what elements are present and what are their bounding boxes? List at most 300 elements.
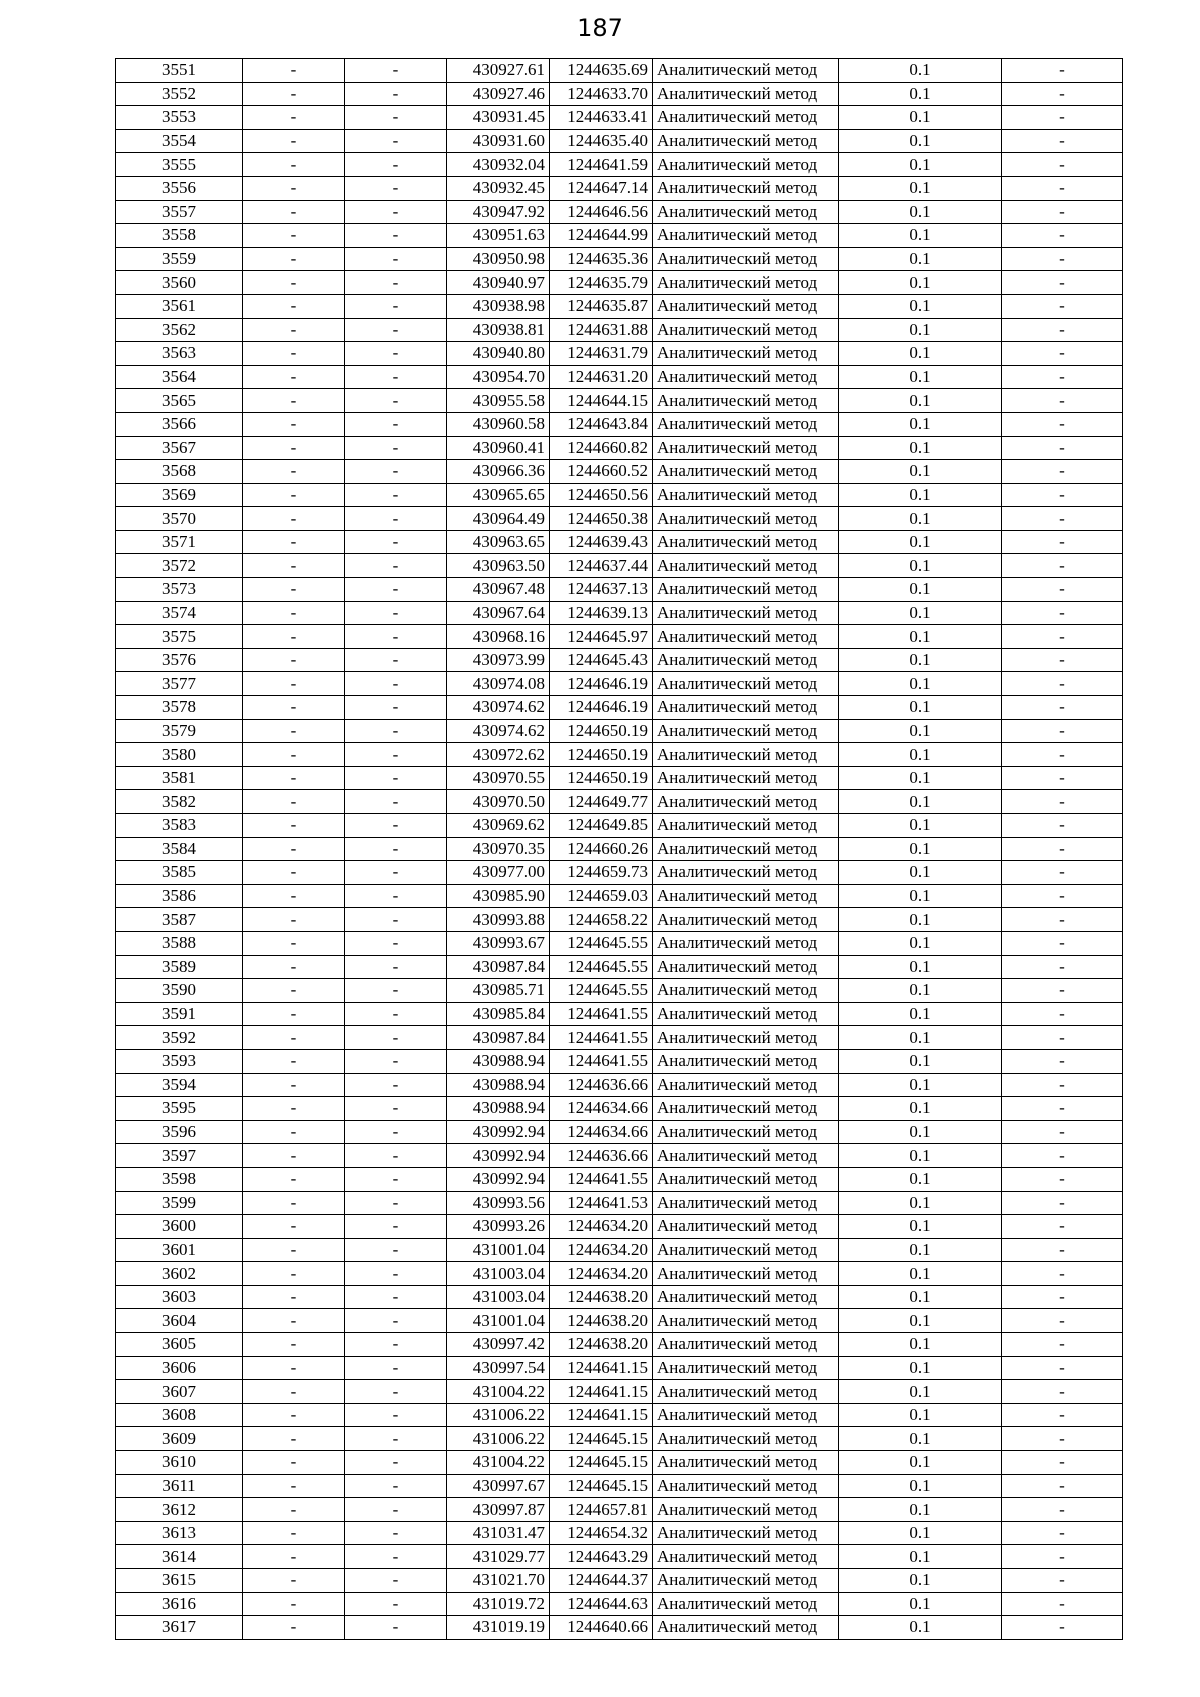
description-cell: - — [1002, 460, 1123, 484]
accuracy-cell: 0.1 — [839, 200, 1002, 224]
method-cell: Аналитический метод — [653, 1120, 839, 1144]
table-row — [116, 719, 1123, 743]
dash-cell: - — [345, 59, 447, 83]
accuracy-cell: 0.1 — [839, 1309, 1002, 1333]
table-row — [116, 884, 1123, 908]
accuracy-cell: 0.1 — [839, 837, 1002, 861]
dash-cell: - — [345, 1474, 447, 1498]
y-coordinate-cell: 1244644.37 — [550, 1569, 653, 1593]
method-cell: Аналитический метод — [653, 294, 839, 318]
accuracy-cell: 0.1 — [839, 955, 1002, 979]
y-coordinate-cell: 1244650.38 — [550, 507, 653, 531]
dash-cell: - — [243, 1380, 345, 1404]
dash-cell: - — [345, 908, 447, 932]
accuracy-cell: 0.1 — [839, 1073, 1002, 1097]
description-cell: - — [1002, 696, 1123, 720]
dash-cell: - — [243, 1262, 345, 1286]
description-cell: - — [1002, 1285, 1123, 1309]
dash-cell: - — [345, 1521, 447, 1545]
point-number-cell: 3566 — [116, 412, 243, 436]
y-coordinate-cell: 1244641.59 — [550, 153, 653, 177]
dash-cell: - — [345, 82, 447, 106]
description-cell: - — [1002, 1073, 1123, 1097]
point-number-cell: 3560 — [116, 271, 243, 295]
dash-cell: - — [243, 908, 345, 932]
table-row — [116, 743, 1123, 767]
y-coordinate-cell: 1244644.63 — [550, 1592, 653, 1616]
method-cell: Аналитический метод — [653, 955, 839, 979]
method-cell: Аналитический метод — [653, 224, 839, 248]
description-cell: - — [1002, 483, 1123, 507]
dash-cell: - — [345, 1073, 447, 1097]
table-row — [116, 389, 1123, 413]
point-number-cell: 3610 — [116, 1451, 243, 1475]
dash-cell: - — [243, 1073, 345, 1097]
x-coordinate-cell: 430973.99 — [447, 648, 550, 672]
dash-cell: - — [243, 1569, 345, 1593]
accuracy-cell: 0.1 — [839, 460, 1002, 484]
y-coordinate-cell: 1244644.15 — [550, 389, 653, 413]
table-row — [116, 153, 1123, 177]
dash-cell: - — [243, 1427, 345, 1451]
accuracy-cell: 0.1 — [839, 530, 1002, 554]
dash-cell: - — [345, 625, 447, 649]
x-coordinate-cell: 430997.67 — [447, 1474, 550, 1498]
description-cell: - — [1002, 1451, 1123, 1475]
description-cell: - — [1002, 1238, 1123, 1262]
table-row — [116, 294, 1123, 318]
description-cell: - — [1002, 837, 1123, 861]
method-cell: Аналитический метод — [653, 931, 839, 955]
description-cell: - — [1002, 743, 1123, 767]
y-coordinate-cell: 1244646.19 — [550, 696, 653, 720]
table-row — [116, 1569, 1123, 1593]
point-number-cell: 3608 — [116, 1403, 243, 1427]
x-coordinate-cell: 430985.90 — [447, 884, 550, 908]
x-coordinate-cell: 430931.45 — [447, 106, 550, 130]
x-coordinate-cell: 430972.62 — [447, 743, 550, 767]
dash-cell: - — [243, 412, 345, 436]
table-row — [116, 224, 1123, 248]
method-cell: Аналитический метод — [653, 861, 839, 885]
point-number-cell: 3594 — [116, 1073, 243, 1097]
x-coordinate-cell: 431006.22 — [447, 1403, 550, 1427]
dash-cell: - — [243, 578, 345, 602]
y-coordinate-cell: 1244631.79 — [550, 342, 653, 366]
y-coordinate-cell: 1244640.66 — [550, 1616, 653, 1640]
table-row — [116, 436, 1123, 460]
method-cell: Аналитический метод — [653, 412, 839, 436]
y-coordinate-cell: 1244633.41 — [550, 106, 653, 130]
x-coordinate-cell: 430932.04 — [447, 153, 550, 177]
accuracy-cell: 0.1 — [839, 1403, 1002, 1427]
x-coordinate-cell: 430963.50 — [447, 554, 550, 578]
point-number-cell: 3577 — [116, 672, 243, 696]
y-coordinate-cell: 1244645.97 — [550, 625, 653, 649]
method-cell: Аналитический метод — [653, 153, 839, 177]
table-row — [116, 365, 1123, 389]
point-number-cell: 3552 — [116, 82, 243, 106]
table-row — [116, 1215, 1123, 1239]
accuracy-cell: 0.1 — [839, 82, 1002, 106]
dash-cell: - — [345, 1380, 447, 1404]
y-coordinate-cell: 1244634.66 — [550, 1097, 653, 1121]
accuracy-cell: 0.1 — [839, 365, 1002, 389]
point-number-cell: 3588 — [116, 931, 243, 955]
dash-cell: - — [345, 1049, 447, 1073]
dash-cell: - — [243, 931, 345, 955]
point-number-cell: 3596 — [116, 1120, 243, 1144]
description-cell: - — [1002, 1521, 1123, 1545]
x-coordinate-cell: 430969.62 — [447, 814, 550, 838]
point-number-cell: 3559 — [116, 247, 243, 271]
y-coordinate-cell: 1244645.55 — [550, 931, 653, 955]
x-coordinate-cell: 430993.26 — [447, 1215, 550, 1239]
dash-cell: - — [243, 861, 345, 885]
table-row — [116, 861, 1123, 885]
table-row — [116, 625, 1123, 649]
accuracy-cell: 0.1 — [839, 1356, 1002, 1380]
x-coordinate-cell: 430993.88 — [447, 908, 550, 932]
dash-cell: - — [345, 460, 447, 484]
accuracy-cell: 0.1 — [839, 59, 1002, 83]
point-number-cell: 3593 — [116, 1049, 243, 1073]
method-cell: Аналитический метод — [653, 318, 839, 342]
x-coordinate-cell: 430964.49 — [447, 507, 550, 531]
dash-cell: - — [345, 955, 447, 979]
x-coordinate-cell: 430993.56 — [447, 1191, 550, 1215]
accuracy-cell: 0.1 — [839, 389, 1002, 413]
y-coordinate-cell: 1244641.55 — [550, 1026, 653, 1050]
dash-cell: - — [345, 1191, 447, 1215]
dash-cell: - — [345, 1238, 447, 1262]
dash-cell: - — [345, 342, 447, 366]
dash-cell: - — [345, 1262, 447, 1286]
description-cell: - — [1002, 884, 1123, 908]
dash-cell: - — [243, 814, 345, 838]
y-coordinate-cell: 1244636.66 — [550, 1073, 653, 1097]
table-row — [116, 1144, 1123, 1168]
accuracy-cell: 0.1 — [839, 412, 1002, 436]
x-coordinate-cell: 430997.42 — [447, 1333, 550, 1357]
y-coordinate-cell: 1244636.66 — [550, 1144, 653, 1168]
dash-cell: - — [243, 554, 345, 578]
x-coordinate-cell: 430970.55 — [447, 766, 550, 790]
dash-cell: - — [345, 1616, 447, 1640]
x-coordinate-cell: 430960.41 — [447, 436, 550, 460]
point-number-cell: 3600 — [116, 1215, 243, 1239]
method-cell: Аналитический метод — [653, 1049, 839, 1073]
y-coordinate-cell: 1244635.36 — [550, 247, 653, 271]
accuracy-cell: 0.1 — [839, 1215, 1002, 1239]
dash-cell: - — [243, 1356, 345, 1380]
dash-cell: - — [345, 365, 447, 389]
method-cell: Аналитический метод — [653, 601, 839, 625]
y-coordinate-cell: 1244646.19 — [550, 672, 653, 696]
accuracy-cell: 0.1 — [839, 1616, 1002, 1640]
dash-cell: - — [243, 530, 345, 554]
method-cell: Аналитический метод — [653, 436, 839, 460]
y-coordinate-cell: 1244650.56 — [550, 483, 653, 507]
description-cell: - — [1002, 200, 1123, 224]
accuracy-cell: 0.1 — [839, 1380, 1002, 1404]
dash-cell: - — [243, 790, 345, 814]
description-cell: - — [1002, 1545, 1123, 1569]
y-coordinate-cell: 1244659.03 — [550, 884, 653, 908]
dash-cell: - — [243, 648, 345, 672]
point-number-cell: 3605 — [116, 1333, 243, 1357]
y-coordinate-cell: 1244658.22 — [550, 908, 653, 932]
dash-cell: - — [345, 837, 447, 861]
point-number-cell: 3565 — [116, 389, 243, 413]
accuracy-cell: 0.1 — [839, 908, 1002, 932]
dash-cell: - — [243, 625, 345, 649]
accuracy-cell: 0.1 — [839, 1144, 1002, 1168]
point-number-cell: 3579 — [116, 719, 243, 743]
point-number-cell: 3567 — [116, 436, 243, 460]
method-cell: Аналитический метод — [653, 1356, 839, 1380]
y-coordinate-cell: 1244650.19 — [550, 766, 653, 790]
method-cell: Аналитический метод — [653, 979, 839, 1003]
y-coordinate-cell: 1244639.43 — [550, 530, 653, 554]
table-row — [116, 908, 1123, 932]
accuracy-cell: 0.1 — [839, 790, 1002, 814]
y-coordinate-cell: 1244649.85 — [550, 814, 653, 838]
description-cell: - — [1002, 318, 1123, 342]
dash-cell: - — [345, 1167, 447, 1191]
y-coordinate-cell: 1244650.19 — [550, 743, 653, 767]
table-row — [116, 271, 1123, 295]
description-cell: - — [1002, 271, 1123, 295]
dash-cell: - — [345, 931, 447, 955]
description-cell: - — [1002, 129, 1123, 153]
dash-cell: - — [243, 318, 345, 342]
x-coordinate-cell: 430992.94 — [447, 1167, 550, 1191]
x-coordinate-cell: 430967.64 — [447, 601, 550, 625]
description-cell: - — [1002, 82, 1123, 106]
point-number-cell: 3554 — [116, 129, 243, 153]
description-cell: - — [1002, 1167, 1123, 1191]
table-row — [116, 129, 1123, 153]
point-number-cell: 3564 — [116, 365, 243, 389]
dash-cell: - — [345, 578, 447, 602]
point-number-cell: 3592 — [116, 1026, 243, 1050]
dash-cell: - — [243, 1026, 345, 1050]
dash-cell: - — [345, 1097, 447, 1121]
x-coordinate-cell: 430974.62 — [447, 719, 550, 743]
y-coordinate-cell: 1244635.87 — [550, 294, 653, 318]
dash-cell: - — [345, 1451, 447, 1475]
method-cell: Аналитический метод — [653, 1073, 839, 1097]
x-coordinate-cell: 430974.62 — [447, 696, 550, 720]
description-cell: - — [1002, 1191, 1123, 1215]
x-coordinate-cell: 430954.70 — [447, 365, 550, 389]
accuracy-cell: 0.1 — [839, 884, 1002, 908]
dash-cell: - — [243, 672, 345, 696]
x-coordinate-cell: 430932.45 — [447, 176, 550, 200]
point-number-cell: 3598 — [116, 1167, 243, 1191]
accuracy-cell: 0.1 — [839, 1592, 1002, 1616]
y-coordinate-cell: 1244634.20 — [550, 1238, 653, 1262]
dash-cell: - — [345, 1144, 447, 1168]
table-row — [116, 1073, 1123, 1097]
description-cell: - — [1002, 861, 1123, 885]
table-row — [116, 1333, 1123, 1357]
dash-cell: - — [345, 1120, 447, 1144]
y-coordinate-cell: 1244633.70 — [550, 82, 653, 106]
y-coordinate-cell: 1244638.20 — [550, 1285, 653, 1309]
method-cell: Аналитический метод — [653, 719, 839, 743]
point-number-cell: 3573 — [116, 578, 243, 602]
description-cell: - — [1002, 601, 1123, 625]
x-coordinate-cell: 430988.94 — [447, 1049, 550, 1073]
point-number-cell: 3556 — [116, 176, 243, 200]
table-row — [116, 1262, 1123, 1286]
method-cell: Аналитический метод — [653, 1026, 839, 1050]
method-cell: Аналитический метод — [653, 129, 839, 153]
table-row — [116, 1474, 1123, 1498]
dash-cell: - — [243, 1498, 345, 1522]
x-coordinate-cell: 430993.67 — [447, 931, 550, 955]
description-cell: - — [1002, 389, 1123, 413]
dash-cell: - — [345, 979, 447, 1003]
method-cell: Аналитический метод — [653, 1144, 839, 1168]
description-cell: - — [1002, 247, 1123, 271]
dash-cell: - — [345, 1002, 447, 1026]
dash-cell: - — [243, 743, 345, 767]
x-coordinate-cell: 430970.35 — [447, 837, 550, 861]
dash-cell: - — [345, 294, 447, 318]
accuracy-cell: 0.1 — [839, 625, 1002, 649]
dash-cell: - — [243, 106, 345, 130]
table-row — [116, 814, 1123, 838]
method-cell: Аналитический метод — [653, 200, 839, 224]
method-cell: Аналитический метод — [653, 1616, 839, 1640]
accuracy-cell: 0.1 — [839, 106, 1002, 130]
table-row — [116, 1592, 1123, 1616]
dash-cell: - — [345, 436, 447, 460]
accuracy-cell: 0.1 — [839, 294, 1002, 318]
method-cell: Аналитический метод — [653, 1592, 839, 1616]
accuracy-cell: 0.1 — [839, 176, 1002, 200]
description-cell: - — [1002, 412, 1123, 436]
dash-cell: - — [345, 176, 447, 200]
point-number-cell: 3586 — [116, 884, 243, 908]
table-body — [116, 59, 1123, 1640]
description-cell: - — [1002, 648, 1123, 672]
table-row — [116, 176, 1123, 200]
point-number-cell: 3617 — [116, 1616, 243, 1640]
method-cell: Аналитический метод — [653, 1167, 839, 1191]
x-coordinate-cell: 430960.58 — [447, 412, 550, 436]
method-cell: Аналитический метод — [653, 1521, 839, 1545]
table-row — [116, 790, 1123, 814]
method-cell: Аналитический метод — [653, 460, 839, 484]
description-cell: - — [1002, 507, 1123, 531]
point-number-cell: 3597 — [116, 1144, 243, 1168]
dash-cell: - — [345, 224, 447, 248]
dash-cell: - — [243, 1191, 345, 1215]
y-coordinate-cell: 1244645.15 — [550, 1427, 653, 1451]
method-cell: Аналитический метод — [653, 790, 839, 814]
point-number-cell: 3599 — [116, 1191, 243, 1215]
y-coordinate-cell: 1244650.19 — [550, 719, 653, 743]
x-coordinate-cell: 431019.72 — [447, 1592, 550, 1616]
dash-cell: - — [243, 294, 345, 318]
dash-cell: - — [345, 766, 447, 790]
method-cell: Аналитический метод — [653, 1380, 839, 1404]
dash-cell: - — [345, 814, 447, 838]
dash-cell: - — [345, 672, 447, 696]
dash-cell: - — [345, 318, 447, 342]
dash-cell: - — [345, 1545, 447, 1569]
x-coordinate-cell: 430951.63 — [447, 224, 550, 248]
method-cell: Аналитический метод — [653, 578, 839, 602]
dash-cell: - — [345, 129, 447, 153]
y-coordinate-cell: 1244660.82 — [550, 436, 653, 460]
accuracy-cell: 0.1 — [839, 672, 1002, 696]
method-cell: Аналитический метод — [653, 365, 839, 389]
y-coordinate-cell: 1244641.55 — [550, 1002, 653, 1026]
dash-cell: - — [243, 1120, 345, 1144]
point-number-cell: 3574 — [116, 601, 243, 625]
table-row — [116, 1238, 1123, 1262]
x-coordinate-cell: 430965.65 — [447, 483, 550, 507]
table-row — [116, 1451, 1123, 1475]
dash-cell: - — [243, 365, 345, 389]
dash-cell: - — [345, 412, 447, 436]
description-cell: - — [1002, 719, 1123, 743]
dash-cell: - — [243, 247, 345, 271]
dash-cell: - — [345, 247, 447, 271]
x-coordinate-cell: 430988.94 — [447, 1097, 550, 1121]
table-row — [116, 1049, 1123, 1073]
point-number-cell: 3582 — [116, 790, 243, 814]
description-cell: - — [1002, 1309, 1123, 1333]
table-row — [116, 837, 1123, 861]
x-coordinate-cell: 430977.00 — [447, 861, 550, 885]
method-cell: Аналитический метод — [653, 884, 839, 908]
dash-cell: - — [243, 129, 345, 153]
y-coordinate-cell: 1244641.15 — [550, 1403, 653, 1427]
y-coordinate-cell: 1244634.20 — [550, 1215, 653, 1239]
table-row — [116, 1002, 1123, 1026]
y-coordinate-cell: 1244660.26 — [550, 837, 653, 861]
dash-cell: - — [243, 1215, 345, 1239]
table-row — [116, 530, 1123, 554]
x-coordinate-cell: 430963.65 — [447, 530, 550, 554]
accuracy-cell: 0.1 — [839, 1545, 1002, 1569]
dash-cell: - — [243, 1451, 345, 1475]
description-cell: - — [1002, 530, 1123, 554]
description-cell: - — [1002, 955, 1123, 979]
point-number-cell: 3595 — [116, 1097, 243, 1121]
dash-cell: - — [243, 200, 345, 224]
x-coordinate-cell: 430970.50 — [447, 790, 550, 814]
accuracy-cell: 0.1 — [839, 696, 1002, 720]
x-coordinate-cell: 431001.04 — [447, 1309, 550, 1333]
dash-cell: - — [243, 1144, 345, 1168]
description-cell: - — [1002, 790, 1123, 814]
dash-cell: - — [243, 460, 345, 484]
x-coordinate-cell: 430931.60 — [447, 129, 550, 153]
description-cell: - — [1002, 59, 1123, 83]
dash-cell: - — [243, 1097, 345, 1121]
description-cell: - — [1002, 672, 1123, 696]
method-cell: Аналитический метод — [653, 648, 839, 672]
table-row — [116, 931, 1123, 955]
accuracy-cell: 0.1 — [839, 1333, 1002, 1357]
